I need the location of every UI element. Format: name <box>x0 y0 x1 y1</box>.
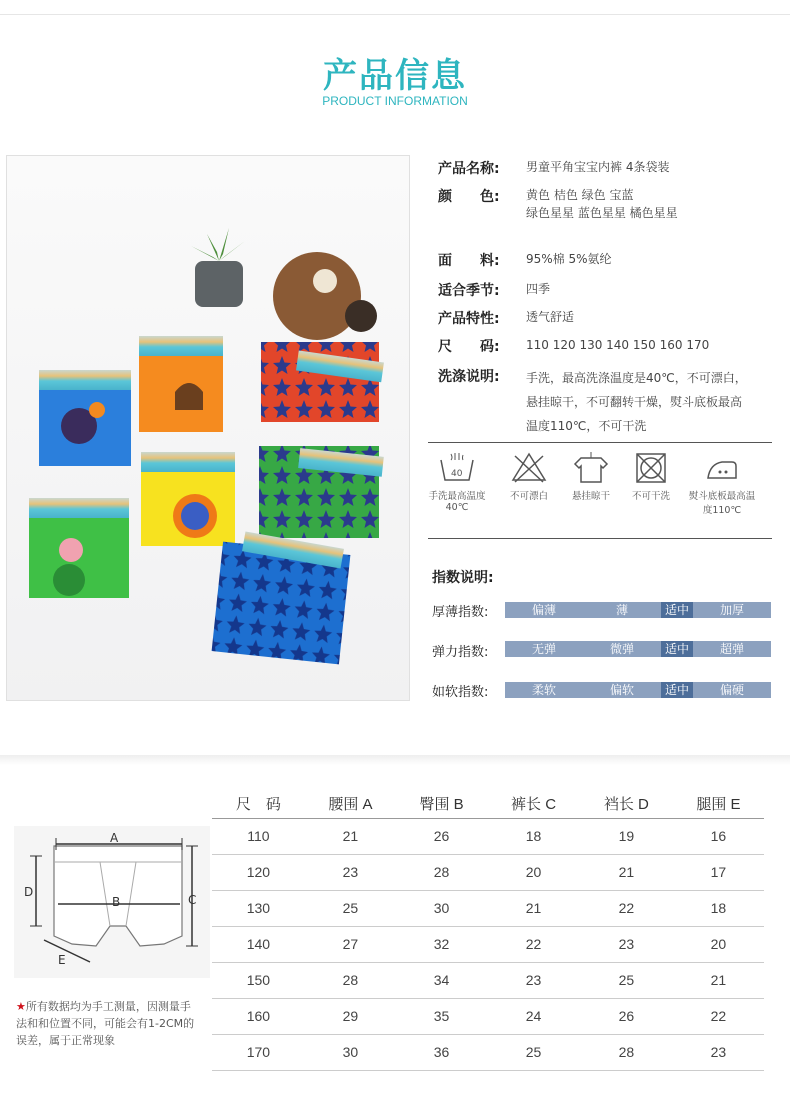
bar-option-selected: 适中 <box>661 682 693 698</box>
section-divider <box>0 755 790 765</box>
iron-icon <box>677 450 767 516</box>
care-icons <box>425 450 775 530</box>
care-label: 悬挂晾干 <box>571 491 610 502</box>
info-value: 四季 <box>526 282 551 296</box>
table-cell: 25 <box>487 1034 580 1070</box>
table-cell: 25 <box>580 962 673 998</box>
care-label-2: 度110℃ <box>702 505 742 516</box>
table-cell: 23 <box>580 926 673 962</box>
table-cell: 28 <box>396 854 487 890</box>
info-label: 洗涤说明: <box>438 369 500 385</box>
elasticity-bar <box>505 641 771 657</box>
table-cell: 28 <box>305 962 396 998</box>
table-cell: 20 <box>487 854 580 890</box>
info-label: 面 料: <box>438 253 500 269</box>
thickness-label: 厚薄指数: <box>432 605 489 620</box>
info-value-3: 温度110℃，不可干洗 <box>526 419 647 433</box>
table-cell: 18 <box>673 890 764 926</box>
table-cell: 20 <box>673 926 764 962</box>
care-divider-bottom <box>428 538 772 539</box>
table-cell: 29 <box>305 998 396 1034</box>
table-cell: 32 <box>396 926 487 962</box>
hang-dry-icon <box>559 450 623 502</box>
info-label: 产品特性: <box>438 311 500 327</box>
note-line-2: 法和和位置不同，可能会有1-2CM的 <box>16 1017 195 1030</box>
table-cell: 19 <box>580 818 673 854</box>
softness-bar <box>505 682 771 698</box>
bar-option: 柔软 <box>531 683 556 697</box>
info-value: 透气舒适 <box>526 310 575 324</box>
table-cell: 160 <box>212 998 305 1034</box>
info-value-2: 悬挂晾干，不可翻转干燥，熨斗底板最高 <box>526 395 743 409</box>
table-cell: 17 <box>673 854 764 890</box>
table-row <box>212 854 764 890</box>
table-cell: 130 <box>212 890 305 926</box>
info-value-2: 绿色星星 蓝色星星 橘色星星 <box>526 206 678 220</box>
bar-option: 薄 <box>615 603 628 617</box>
label-c: C <box>188 893 197 907</box>
product-photo <box>6 155 410 701</box>
table-cell: 23 <box>305 854 396 890</box>
info-value: 95%棉 5%氨纶 <box>526 252 612 266</box>
note-line-1: 所有数据均为手工测量，因测量手 <box>25 1000 191 1013</box>
table-cell: 16 <box>673 818 764 854</box>
table-row <box>212 1034 764 1070</box>
table-row <box>212 998 764 1034</box>
info-wash-row <box>438 366 747 438</box>
table-cell: 25 <box>305 890 396 926</box>
table-cell: 140 <box>212 926 305 962</box>
info-size-row <box>438 336 709 356</box>
care-label: 不可漂白 <box>509 491 548 502</box>
info-value: 手洗，最高洗涤温度是40℃，不可漂白， <box>526 371 747 385</box>
table-cell: 150 <box>212 962 305 998</box>
svg-text:40: 40 <box>451 469 463 479</box>
table-cell: 30 <box>396 890 487 926</box>
table-row <box>212 962 764 998</box>
table-cell: 27 <box>305 926 396 962</box>
bar-option-selected: 适中 <box>661 641 693 657</box>
bar-option: 无弹 <box>531 642 556 656</box>
table-cell: 35 <box>396 998 487 1034</box>
table-cell: 110 <box>212 818 305 854</box>
table-cell: 34 <box>396 962 487 998</box>
care-divider-top <box>428 442 772 443</box>
label-d: D <box>24 885 34 899</box>
table-cell: 21 <box>305 818 396 854</box>
index-title: 指数说明: <box>432 570 494 586</box>
col-header: 裤长 C <box>487 790 580 818</box>
bar-option: 加厚 <box>719 603 744 617</box>
info-value: 男童平角宝宝内裤 4条袋装 <box>526 160 670 174</box>
top-divider <box>0 14 790 15</box>
table-row <box>212 890 764 926</box>
table-cell: 170 <box>212 1034 305 1070</box>
table-row <box>212 818 764 854</box>
info-name-row <box>438 158 669 178</box>
table-cell: 21 <box>673 962 764 998</box>
label-e: E <box>58 953 66 967</box>
bar-option: 偏硬 <box>719 683 744 697</box>
info-value: 黄色 桔色 绿色 宝蓝 <box>526 188 634 202</box>
thickness-bar <box>505 602 771 618</box>
info-label: 产品名称: <box>438 161 500 177</box>
label-b: B <box>112 895 121 909</box>
table-cell: 18 <box>487 818 580 854</box>
measurement-note <box>16 998 216 1049</box>
table-cell: 23 <box>673 1034 764 1070</box>
col-header: 腰围 A <box>305 790 396 818</box>
label-a: A <box>110 831 119 845</box>
no-tumble-dry-icon <box>619 450 683 502</box>
bar-option-selected: 适中 <box>661 602 693 618</box>
table-cell: 22 <box>487 926 580 962</box>
table-cell: 26 <box>396 818 487 854</box>
table-cell: 120 <box>212 854 305 890</box>
care-label: 手洗最高温度 <box>428 491 486 502</box>
table-row <box>212 926 764 962</box>
table-cell: 24 <box>487 998 580 1034</box>
info-label: 适合季节: <box>438 283 500 299</box>
care-label: 熨斗底板最高温 <box>688 491 756 502</box>
table-cell: 22 <box>673 998 764 1034</box>
info-value: 110 120 130 140 150 160 170 <box>526 338 710 352</box>
care-label-2: 40℃ <box>445 502 469 513</box>
info-feature-row <box>438 308 574 328</box>
col-header: 尺 码 <box>212 790 305 818</box>
no-bleach-icon <box>497 450 561 502</box>
size-table <box>212 790 764 1071</box>
col-header: 裆长 D <box>580 790 673 818</box>
section-subtitle: PRODUCT INFORMATION <box>322 94 468 108</box>
table-cell: 26 <box>580 998 673 1034</box>
size-table-header <box>212 790 764 818</box>
softness-label: 如软指数: <box>432 685 489 700</box>
section-title: 产品信息 <box>323 56 467 96</box>
col-header: 臀围 B <box>396 790 487 818</box>
table-cell: 21 <box>580 854 673 890</box>
elasticity-label: 弹力指数: <box>432 645 489 660</box>
table-cell: 28 <box>580 1034 673 1070</box>
info-label: 颜 色: <box>438 189 500 205</box>
table-cell: 30 <box>305 1034 396 1070</box>
note-line-3: 误差，属于正常现象 <box>16 1034 115 1047</box>
info-fabric-row <box>438 250 612 270</box>
bar-option: 偏软 <box>609 683 634 697</box>
measurement-diagram <box>14 826 210 978</box>
bar-option: 超弹 <box>719 642 744 656</box>
bar-option: 偏薄 <box>531 603 556 617</box>
info-color-row <box>438 186 678 222</box>
care-label: 不可干洗 <box>631 491 670 502</box>
table-cell: 36 <box>396 1034 487 1070</box>
table-cell: 22 <box>580 890 673 926</box>
table-cell: 21 <box>487 890 580 926</box>
info-label: 尺 码: <box>438 339 500 355</box>
hand-wash-40-icon <box>425 450 489 513</box>
col-header: 腿围 E <box>673 790 764 818</box>
info-season-row <box>438 280 550 300</box>
bar-option: 微弹 <box>609 642 634 656</box>
star-icon: ★ <box>16 1000 26 1013</box>
table-cell: 23 <box>487 962 580 998</box>
